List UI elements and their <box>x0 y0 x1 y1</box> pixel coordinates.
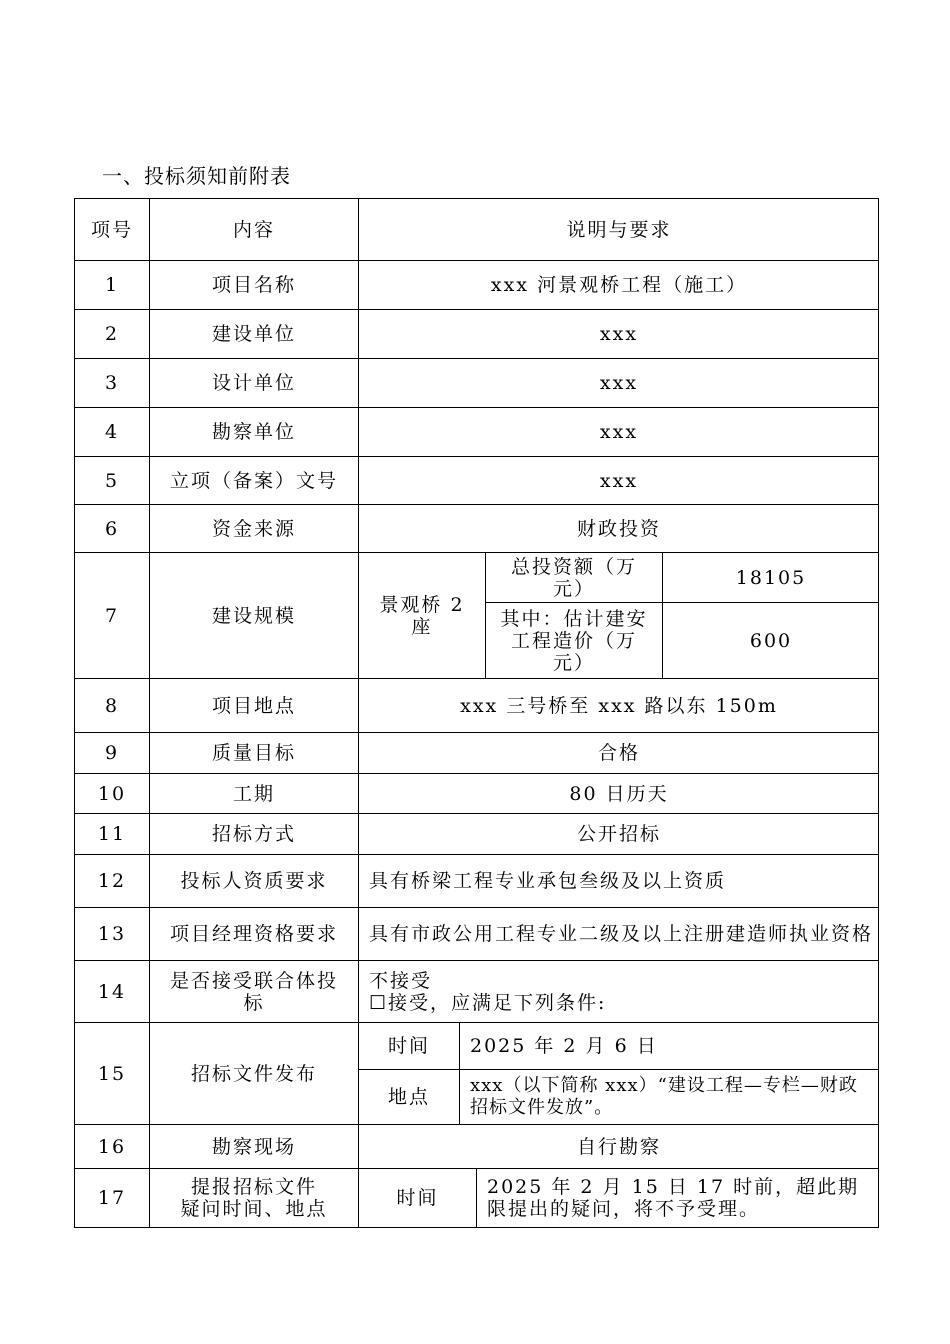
header-content: 内容 <box>150 199 359 261</box>
row-no: 10 <box>75 774 150 814</box>
row-no: 15 <box>75 1023 150 1125</box>
row-desc: xxx 三号桥至 xxx 路以东 150m <box>359 679 879 733</box>
consortium-accepted-checkbox: ☐接受，应满足下列条件: <box>369 991 607 1014</box>
construction-cost-label: 其中：估计建安工程造价（万元） <box>486 603 663 679</box>
row-desc: xxx <box>359 359 879 408</box>
consortium-not-accepted: 不接受 <box>369 969 433 992</box>
row-no: 11 <box>75 814 150 855</box>
total-investment-value: 18105 <box>663 553 879 603</box>
row-content: 是否接受联合体投标 <box>150 961 359 1023</box>
row-content: 勘察单位 <box>150 408 359 457</box>
row-no: 6 <box>75 505 150 553</box>
release-time-label: 时间 <box>359 1023 460 1070</box>
consortium-options <box>359 961 879 1023</box>
row-no: 9 <box>75 733 150 774</box>
document-heading: 一、投标须知前附表 <box>102 164 291 188</box>
query-content-line1: 提报招标文件 <box>190 1176 317 1198</box>
row-no: 12 <box>75 855 150 908</box>
query-content-line2: 疑问时间、地点 <box>180 1198 328 1220</box>
release-place-value: xxx（以下简称 xxx）“建设工程—专栏—财政招标文件发放”。 <box>460 1070 879 1125</box>
row-content: 立项（备案）文号 <box>150 457 359 505</box>
row-no: 8 <box>75 679 150 733</box>
row-content: 建设规模 <box>150 553 359 679</box>
row-desc: 合格 <box>359 733 879 774</box>
row-content: 项目经理资格要求 <box>150 908 359 961</box>
row-no: 3 <box>75 359 150 408</box>
row-desc: xxx <box>359 457 879 505</box>
row-desc: 公开招标 <box>359 814 879 855</box>
row-content: 招标文件发布 <box>150 1023 359 1125</box>
row-no: 13 <box>75 908 150 961</box>
row-no: 7 <box>75 553 150 679</box>
row-desc: 自行勘察 <box>359 1125 879 1169</box>
row-no: 4 <box>75 408 150 457</box>
row-no: 17 <box>75 1169 150 1227</box>
total-investment-label: 总投资额（万元） <box>486 553 663 603</box>
row-no: 14 <box>75 961 150 1023</box>
release-place-label: 地点 <box>359 1070 460 1125</box>
row-desc: 具有桥梁工程专业承包叁级及以上资质 <box>359 855 879 908</box>
row-content: 项目地点 <box>150 679 359 733</box>
row-no: 16 <box>75 1125 150 1169</box>
row-desc: 80 日历天 <box>359 774 879 814</box>
row-content: 建设单位 <box>150 310 359 359</box>
scale-scope: 景观桥 2 座 <box>359 553 486 679</box>
row-desc: xxx <box>359 408 879 457</box>
row-content: 质量目标 <box>150 733 359 774</box>
row-content: 招标方式 <box>150 814 359 855</box>
construction-cost-value: 600 <box>663 603 879 679</box>
row-desc: xxx <box>359 310 879 359</box>
row-no: 1 <box>75 261 150 310</box>
row-desc: 财政投资 <box>359 505 879 553</box>
header-no: 项号 <box>75 199 150 261</box>
row-content: 工期 <box>150 774 359 814</box>
row-no: 5 <box>75 457 150 505</box>
query-time-label: 时间 <box>359 1169 477 1227</box>
bidding-info-table <box>74 198 879 1228</box>
header-desc: 说明与要求 <box>359 199 879 261</box>
row-content: 勘察现场 <box>150 1125 359 1169</box>
row-content <box>150 1169 359 1227</box>
row-desc: 具有市政公用工程专业二级及以上注册建造师执业资格 <box>359 908 879 961</box>
row-content: 资金来源 <box>150 505 359 553</box>
query-time-value: 2025 年 2 月 15 日 17 时前，超此期限提出的疑问，将不予受理。 <box>487 1176 860 1220</box>
row-content: 设计单位 <box>150 359 359 408</box>
row-content: 项目名称 <box>150 261 359 310</box>
row-content: 投标人资质要求 <box>150 855 359 908</box>
row-desc: xxx 河景观桥工程（施工） <box>359 261 879 310</box>
release-time-value: 2025 年 2 月 6 日 <box>460 1023 879 1070</box>
row-no: 2 <box>75 310 150 359</box>
